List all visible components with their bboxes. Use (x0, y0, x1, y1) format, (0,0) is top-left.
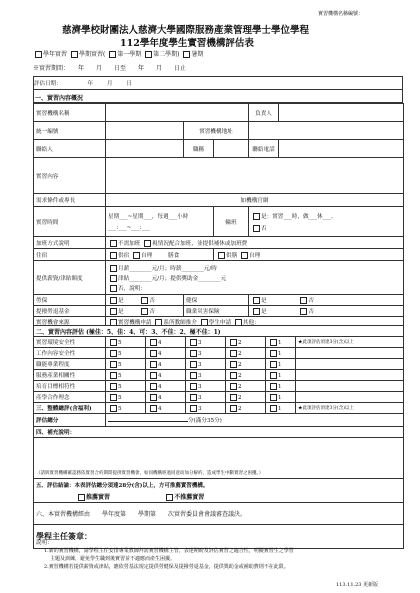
score-checkbox[interactable] (190, 350, 197, 357)
score-value: 5 (118, 350, 122, 357)
contact-field[interactable] (106, 140, 184, 158)
committee-review: 六、本實習機構經由 學年度第 學期第 次實習委員會會議審查議決。 (34, 503, 404, 525)
score-value: 1 (278, 405, 282, 412)
health-no: 否 (308, 298, 314, 304)
score-option[interactable] (186, 370, 226, 381)
supplement-title: 四、補充說明： (34, 427, 404, 438)
score-note (296, 348, 404, 359)
score-option[interactable] (226, 403, 266, 414)
type-year: 學年實習 (43, 51, 68, 58)
notes-title: 說明： (36, 540, 53, 546)
note-2: 2.實習機構若提供薪資或津貼，應依勞基法規定提供勞健保及提撥勞退基金，提供獎助金或補助費則不在此限。 (44, 564, 289, 570)
score-value: 3 (198, 361, 202, 368)
checkbox-overtime-comp[interactable] (144, 240, 151, 247)
score-checkbox[interactable] (190, 339, 197, 346)
score-checkbox[interactable] (230, 350, 237, 357)
score-checkbox[interactable] (150, 394, 157, 401)
pay-line2: 津貼________元/月；提供獎助金________元 (118, 275, 227, 282)
score-option[interactable] (266, 403, 296, 414)
score-value: 3 (198, 394, 202, 401)
score-option[interactable] (186, 359, 226, 370)
shift-yes: 是：實習___時，做___休___。 (261, 213, 337, 220)
score-note: ★此項評估須達3分(含)以上 (296, 337, 404, 348)
score-option[interactable] (146, 403, 186, 414)
score-option[interactable] (266, 381, 296, 392)
score-value: 4 (158, 405, 162, 412)
section2-title: 二、實習內容評估 (極佳：5、佳：4、可：3、不佳：2、極不佳：1) (34, 326, 404, 337)
insurance-field[interactable] (106, 295, 184, 306)
score-option[interactable] (146, 359, 186, 370)
injury-label: 職業災害保險 (184, 306, 249, 317)
score-option[interactable] (146, 392, 186, 403)
total-field[interactable] (106, 414, 404, 427)
score-checkbox[interactable] (150, 361, 157, 368)
score-item-label: 職能專業程度 (34, 359, 106, 370)
tax-id-field[interactable] (106, 122, 184, 140)
score-checkbox[interactable] (150, 405, 157, 412)
score-item-label: 服務產業相關性 (34, 370, 106, 381)
score-value: 5 (118, 405, 122, 412)
score-option[interactable] (226, 370, 266, 381)
score-item-label: 工作內容安全性 (34, 348, 106, 359)
org-address-field[interactable] (249, 122, 404, 140)
score-value: 4 (158, 339, 162, 346)
score-checkbox[interactable] (270, 361, 277, 368)
checkbox-housing-self[interactable] (133, 252, 140, 259)
checkbox-health-no[interactable] (300, 297, 307, 304)
score-value: 3 (198, 405, 202, 412)
not-recommend-label: 不推薦實習 (174, 493, 205, 501)
checkbox-injury-yes[interactable] (253, 308, 260, 315)
score-checkbox[interactable] (110, 350, 117, 357)
score-checkbox[interactable] (230, 361, 237, 368)
score-option[interactable] (186, 337, 226, 348)
score-option[interactable] (226, 359, 266, 370)
score-option[interactable] (106, 392, 146, 403)
insurance-label: 勞保 (34, 295, 106, 306)
score-note: ★此項評估須達3分(含)以上 (296, 403, 404, 414)
score-option[interactable] (186, 348, 226, 359)
injury-yes: 是 (261, 309, 267, 315)
score-value: 1 (278, 361, 282, 368)
section1-title: 一、實習內容概況 (35, 95, 84, 102)
score-value: 2 (238, 361, 242, 368)
retire-yes: 是 (118, 309, 124, 315)
score-checkbox[interactable] (190, 394, 197, 401)
checkbox-shift-yes[interactable] (253, 213, 260, 220)
score-option[interactable] (106, 370, 146, 381)
checkbox-insurance-yes[interactable] (110, 297, 117, 304)
score-checkbox[interactable] (230, 394, 237, 401)
overtime-label: 加班方式說明 (34, 237, 106, 249)
checkbox-injury-no[interactable] (300, 308, 307, 315)
recommend-label: 推薦實習 (86, 493, 111, 501)
score-option[interactable] (106, 403, 146, 414)
checkbox-meals-provided[interactable] (218, 252, 225, 259)
eval-date: 評估日期： 年 月 日 (34, 81, 133, 87)
score-checkbox[interactable] (270, 350, 277, 357)
score-note (296, 359, 404, 370)
score-checkbox[interactable] (190, 372, 197, 379)
score-checkbox[interactable] (270, 394, 277, 401)
score-option[interactable] (266, 370, 296, 381)
score-value: 3 (198, 372, 202, 379)
score-item-label: 培育目標相符性 (34, 381, 106, 392)
checkbox-housing-provided[interactable] (110, 252, 117, 259)
score-note (296, 392, 404, 403)
score-value: 5 (118, 372, 122, 379)
checkbox-retire-yes[interactable] (110, 308, 117, 315)
checkbox-recommend[interactable] (78, 494, 85, 501)
score-value: 4 (158, 361, 162, 368)
checkbox-meals-self[interactable] (241, 252, 248, 259)
source-org: 實習機構申請 (118, 320, 152, 326)
note-1: 1.新的實習機構，請學程主任安排專業教師拜訪實習機構主管，表達期盼及評估實習之適合性，明擬實習生之學習 (44, 548, 294, 554)
checkbox-shift-no[interactable] (253, 225, 260, 232)
housing-label: 住宿 (34, 249, 106, 261)
score-checkbox[interactable] (230, 372, 237, 379)
person-in-charge-field[interactable] (279, 104, 404, 122)
retire-no: 否 (149, 309, 155, 315)
contact-label: 聯絡人 (34, 140, 106, 158)
section2-table (33, 325, 404, 549)
score-option[interactable] (266, 359, 296, 370)
injury-no: 否 (308, 309, 314, 315)
score-option[interactable] (146, 381, 186, 392)
score-option[interactable] (146, 337, 186, 348)
score-option[interactable] (186, 381, 226, 392)
phone-field[interactable] (279, 140, 404, 158)
signature-label: 學程主任簽章： (34, 525, 404, 549)
pay-line1: 月薪________元/月；時薪________元/時 (118, 265, 217, 272)
score-checkbox[interactable] (150, 372, 157, 379)
score-value: 2 (238, 383, 242, 390)
checkbox-no-overtime[interactable] (110, 240, 117, 247)
score-option[interactable] (226, 348, 266, 359)
score-checkbox[interactable] (230, 383, 237, 390)
score-row (34, 403, 404, 414)
score-value: 5 (118, 339, 122, 346)
retire-field[interactable] (106, 306, 184, 317)
checkbox-year[interactable] (35, 51, 42, 58)
score-value: 5 (118, 383, 122, 390)
total-suffix: 分(滿分35分) (188, 418, 222, 424)
checkbox-insurance-no[interactable] (141, 297, 148, 304)
score-value: 5 (118, 394, 122, 401)
checkbox-health-yes[interactable] (253, 297, 260, 304)
score-item-label: 實習環境安全性 (34, 337, 106, 348)
content-label: 實習內容 (34, 158, 106, 194)
score-value: 4 (158, 350, 162, 357)
score-value: 2 (238, 405, 242, 412)
pay-field[interactable] (106, 261, 404, 295)
checkbox-not-recommend[interactable] (166, 494, 173, 501)
checkbox-semester[interactable] (71, 51, 78, 58)
content-field[interactable] (106, 158, 404, 194)
score-value: 2 (238, 394, 242, 401)
tax-id-label: 統一編號 (34, 122, 106, 140)
meals-label: 膳食 (167, 252, 180, 259)
shift-field[interactable] (249, 207, 404, 237)
score-value: 2 (238, 339, 242, 346)
type-semester: 學期實習( (78, 51, 106, 58)
document-title: 慈濟學校財團法人慈濟大學國際服務產業管理學士學位學程 (62, 25, 310, 36)
score-row (34, 392, 404, 403)
version-label: 113.11.23 更新版 (336, 582, 379, 588)
score-row (34, 348, 404, 359)
score-option[interactable] (146, 348, 186, 359)
org-code-label: 實習機構名稱編號： (318, 11, 364, 17)
checkbox-monthly[interactable] (110, 265, 117, 272)
job-title-label: 職稱 (184, 140, 214, 158)
score-option[interactable] (266, 337, 296, 348)
score-note (296, 370, 404, 381)
org-name-label: 實習機構名稱 (34, 104, 106, 122)
score-option[interactable] (106, 359, 146, 370)
score-item-label: 三、整體總評(含福利) (34, 403, 106, 414)
note-1b: 主題及訓練，避免學生職到後實習並不適應而產生困擾。 (50, 556, 176, 562)
score-checkbox[interactable] (230, 405, 237, 412)
section1-header-box (33, 90, 403, 103)
org-address-label: 實習機構地址 (184, 122, 249, 140)
checkbox-second-semester[interactable] (145, 51, 152, 58)
checkbox-allowance[interactable] (110, 275, 117, 282)
checkbox-first-semester[interactable] (109, 51, 116, 58)
score-value: 2 (238, 372, 242, 379)
score-checkbox[interactable] (270, 372, 277, 379)
score-checkbox[interactable] (150, 350, 157, 357)
source-teacher: 系所教師推介 (163, 320, 197, 326)
health-label: 健保 (184, 295, 249, 306)
pay-line3: 否，說明： (118, 285, 146, 292)
meals-opt-1: 供膳 (226, 252, 238, 259)
job-title-field[interactable] (214, 140, 249, 158)
score-checkbox[interactable] (190, 361, 197, 368)
checkbox-no-pay[interactable] (110, 285, 117, 292)
score-value: 2 (238, 350, 242, 357)
org-website-hint: 如機構官網 (106, 194, 404, 207)
housing-field[interactable] (106, 249, 214, 261)
housing-opt-2: 自理 (140, 252, 153, 259)
score-checkbox[interactable] (150, 383, 157, 390)
meals-field[interactable] (214, 249, 404, 261)
score-value: 3 (198, 383, 202, 390)
org-name-field[interactable] (106, 104, 249, 122)
score-option[interactable] (266, 348, 296, 359)
conclusion-title: 五、評估結論：本表評估總分須達28分(含)以上，方可推薦實習機構。 (36, 482, 209, 489)
housing-opt-1: 供宿 (118, 252, 130, 259)
score-value: 4 (158, 383, 162, 390)
conclusion-cell (34, 479, 404, 503)
eval-date-box (33, 76, 403, 90)
person-in-charge-label: 負責人 (249, 104, 279, 122)
score-checkbox[interactable] (190, 405, 197, 412)
score-note (296, 381, 404, 392)
score-value: 3 (198, 339, 202, 346)
type-first: 第一學期 (117, 51, 142, 58)
score-option[interactable] (186, 392, 226, 403)
checkbox-retire-no[interactable] (141, 308, 148, 315)
score-option[interactable] (226, 381, 266, 392)
score-option[interactable] (146, 370, 186, 381)
insurance-yes: 是 (118, 298, 124, 304)
total-label: 評估總分 (34, 414, 106, 427)
score-checkbox[interactable] (110, 394, 117, 401)
score-item-label: 產學合作理念 (34, 392, 106, 403)
overtime-opt-1: 不需加班 (118, 240, 141, 247)
score-value: 1 (278, 383, 282, 390)
score-option[interactable] (226, 392, 266, 403)
retire-label: 提撥勞退基金 (34, 306, 106, 317)
checkbox-summer[interactable] (183, 51, 190, 58)
type-second: 第二學期) (153, 51, 180, 58)
injury-field[interactable] (249, 306, 404, 317)
document-subtitle: 112學年度學生實習機構評估表 (120, 38, 254, 49)
pay-label: 提供薪資/津貼額度 (34, 261, 106, 295)
score-checkbox[interactable] (270, 405, 277, 412)
score-value: 1 (278, 339, 282, 346)
conditions-label: 需求條件或專長 (34, 194, 106, 207)
source-label: 實習機會來源 (34, 317, 106, 328)
phone-label: 聯絡電話 (249, 140, 279, 158)
shift-label: 輪班 (214, 207, 249, 237)
score-option[interactable] (106, 348, 146, 359)
score-row (34, 370, 404, 381)
practicum-period: ※實習期間： 年 月 日至 年 月 日止 (33, 65, 187, 72)
hours-line1: 星期___~星期___，每週___小時 (108, 214, 189, 220)
score-row (34, 381, 404, 392)
score-option[interactable] (226, 337, 266, 348)
section1-table (33, 103, 404, 328)
hours-line2: ___:___~___:___ (108, 225, 151, 231)
score-value: 3 (198, 350, 202, 357)
health-field[interactable] (249, 295, 404, 306)
score-row (34, 337, 404, 348)
hours-field[interactable] (106, 207, 214, 237)
score-checkbox[interactable] (110, 339, 117, 346)
meals-opt-2: 自理 (248, 252, 261, 259)
score-value: 1 (278, 350, 282, 357)
overtime-opt-2: 視情況配合加班，並提供補休或加班費 (152, 240, 248, 247)
hours-label: 實習時間 (34, 207, 106, 237)
shift-no: 否 (261, 225, 267, 232)
score-checkbox[interactable] (110, 372, 117, 379)
score-checkbox[interactable] (110, 383, 117, 390)
overtime-field[interactable] (106, 237, 404, 249)
practicum-type-row (33, 49, 203, 58)
source-other: 其他： (242, 320, 260, 326)
score-checkbox[interactable] (270, 339, 277, 346)
type-summer: 暑期 (191, 51, 204, 58)
score-checkbox[interactable] (230, 339, 237, 346)
score-checkbox[interactable] (110, 405, 117, 412)
score-row (34, 359, 404, 370)
score-option[interactable] (186, 403, 226, 414)
score-value: 5 (118, 361, 122, 368)
score-checkbox[interactable] (110, 361, 117, 368)
supplement-note: （請與實習機構確認務依實習合約期間提供實習機會，如同機構經過同意而加分解約，造成學生中斷實習之困擾。） (34, 468, 404, 479)
health-yes: 是 (261, 298, 267, 304)
score-value: 4 (158, 372, 162, 379)
score-option[interactable] (266, 392, 296, 403)
source-student: 學生申請 (208, 320, 232, 326)
score-checkbox[interactable] (270, 383, 277, 390)
supplement-field[interactable] (34, 438, 404, 468)
score-option[interactable] (106, 337, 146, 348)
score-value: 4 (158, 394, 162, 401)
score-checkbox[interactable] (190, 383, 197, 390)
score-value: 1 (278, 394, 282, 401)
score-checkbox[interactable] (150, 339, 157, 346)
score-value: 1 (278, 372, 282, 379)
score-option[interactable] (106, 381, 146, 392)
insurance-no: 否 (149, 298, 155, 304)
